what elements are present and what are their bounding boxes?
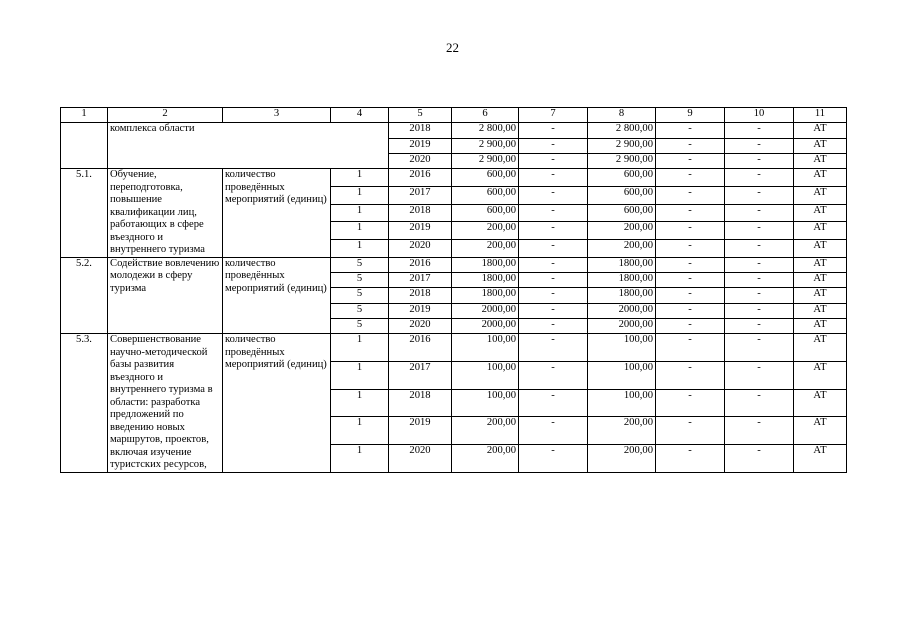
value-cell: -: [519, 334, 588, 362]
value-cell: 100,00: [588, 361, 656, 389]
value-cell: АТ: [794, 257, 847, 272]
value-cell: АТ: [794, 222, 847, 240]
value-cell: -: [519, 123, 588, 138]
value-cell: АТ: [794, 272, 847, 287]
value-cell: 1: [331, 361, 389, 389]
value-cell: 600,00: [452, 169, 519, 187]
value-cell: 600,00: [452, 186, 519, 204]
column-header: 5: [389, 108, 452, 123]
value-cell: -: [725, 123, 794, 138]
value-cell: 2 800,00: [588, 123, 656, 138]
value-cell: 2020: [389, 318, 452, 333]
value-cell: -: [519, 272, 588, 287]
value-cell: 2018: [389, 123, 452, 138]
section-number: 5.3.: [61, 334, 108, 473]
value-cell: -: [519, 138, 588, 153]
continuation-text: комплекса области: [108, 123, 389, 169]
value-cell: 100,00: [588, 389, 656, 417]
value-cell: 2016: [389, 169, 452, 187]
value-cell: -: [725, 417, 794, 445]
value-cell: АТ: [794, 239, 847, 257]
column-header: 7: [519, 108, 588, 123]
value-cell: 100,00: [452, 334, 519, 362]
value-cell: -: [656, 123, 725, 138]
value-cell: 1: [331, 389, 389, 417]
value-cell: 2016: [389, 257, 452, 272]
value-cell: 1800,00: [452, 288, 519, 303]
value-cell: -: [519, 222, 588, 240]
value-cell: АТ: [794, 444, 847, 472]
value-cell: 1: [331, 204, 389, 222]
table-row: [61, 169, 847, 187]
value-cell: -: [656, 272, 725, 287]
value-cell: -: [656, 334, 725, 362]
value-cell: -: [656, 138, 725, 153]
value-cell: 2000,00: [452, 318, 519, 333]
data-table: [60, 107, 847, 473]
value-cell: 1: [331, 334, 389, 362]
value-cell: 100,00: [588, 334, 656, 362]
value-cell: 1800,00: [452, 272, 519, 287]
value-cell: -: [725, 186, 794, 204]
value-cell: -: [656, 318, 725, 333]
value-cell: 1800,00: [452, 257, 519, 272]
value-cell: 200,00: [588, 222, 656, 240]
page-number: 22: [446, 40, 459, 55]
column-header: 11: [794, 108, 847, 123]
value-cell: -: [725, 318, 794, 333]
value-cell: 600,00: [588, 204, 656, 222]
value-cell: -: [519, 257, 588, 272]
value-cell: -: [725, 272, 794, 287]
value-cell: 2019: [389, 417, 452, 445]
value-cell: 100,00: [452, 389, 519, 417]
value-cell: АТ: [794, 318, 847, 333]
value-cell: 5: [331, 288, 389, 303]
value-cell: 2018: [389, 389, 452, 417]
column-header: 3: [223, 108, 331, 123]
value-cell: 5: [331, 272, 389, 287]
value-cell: 600,00: [588, 169, 656, 187]
section-number: 5.1.: [61, 169, 108, 258]
value-cell: -: [656, 204, 725, 222]
value-cell: -: [725, 444, 794, 472]
column-header: 6: [452, 108, 519, 123]
value-cell: АТ: [794, 334, 847, 362]
value-cell: -: [656, 186, 725, 204]
value-cell: 2020: [389, 444, 452, 472]
value-cell: -: [656, 257, 725, 272]
value-cell: 1800,00: [588, 257, 656, 272]
value-cell: -: [519, 288, 588, 303]
value-cell: 2018: [389, 288, 452, 303]
value-cell: -: [519, 153, 588, 168]
value-cell: -: [656, 303, 725, 318]
value-cell: 2 900,00: [452, 138, 519, 153]
value-cell: 2020: [389, 153, 452, 168]
value-cell: АТ: [794, 361, 847, 389]
value-cell: 2020: [389, 239, 452, 257]
value-cell: 2000,00: [588, 318, 656, 333]
value-cell: -: [519, 169, 588, 187]
value-cell: АТ: [794, 153, 847, 168]
section-name: Обучение, переподготовка, повышение квалификации лиц, работающих в сфере въездного и внутреннего туризма: [108, 169, 223, 258]
value-cell: -: [519, 361, 588, 389]
value-cell: -: [725, 257, 794, 272]
value-cell: АТ: [794, 204, 847, 222]
value-cell: -: [656, 222, 725, 240]
column-header: 1: [61, 108, 108, 123]
value-cell: -: [656, 239, 725, 257]
value-cell: 2019: [389, 303, 452, 318]
value-cell: 5: [331, 257, 389, 272]
value-cell: 2 900,00: [588, 138, 656, 153]
value-cell: -: [725, 204, 794, 222]
value-cell: 2017: [389, 361, 452, 389]
indicator-text: количество проведённых мероприятий (единиц): [223, 334, 331, 473]
value-cell: -: [519, 239, 588, 257]
value-cell: -: [725, 138, 794, 153]
value-cell: АТ: [794, 123, 847, 138]
value-cell: 2 900,00: [588, 153, 656, 168]
value-cell: -: [656, 444, 725, 472]
value-cell: -: [725, 169, 794, 187]
value-cell: 1: [331, 169, 389, 187]
value-cell: 2 800,00: [452, 123, 519, 138]
value-cell: -: [725, 288, 794, 303]
section-number: 5.2.: [61, 257, 108, 333]
num-cell: [61, 123, 108, 169]
value-cell: -: [519, 204, 588, 222]
table-row: [61, 334, 847, 362]
value-cell: 5: [331, 303, 389, 318]
value-cell: 1800,00: [588, 288, 656, 303]
value-cell: -: [656, 288, 725, 303]
column-header: 8: [588, 108, 656, 123]
value-cell: АТ: [794, 389, 847, 417]
value-cell: -: [519, 444, 588, 472]
value-cell: 200,00: [588, 444, 656, 472]
value-cell: -: [725, 303, 794, 318]
section-name: Содействие вовлечению молодежи в сферу туризма: [108, 257, 223, 333]
value-cell: 1: [331, 186, 389, 204]
value-cell: 2000,00: [588, 303, 656, 318]
column-header: 9: [656, 108, 725, 123]
value-cell: 600,00: [588, 186, 656, 204]
value-cell: 2019: [389, 222, 452, 240]
value-cell: -: [519, 186, 588, 204]
value-cell: -: [725, 361, 794, 389]
value-cell: 600,00: [452, 204, 519, 222]
value-cell: 200,00: [452, 222, 519, 240]
value-cell: 100,00: [452, 361, 519, 389]
value-cell: -: [519, 303, 588, 318]
table-row: [61, 257, 847, 272]
table-row: [61, 123, 847, 138]
value-cell: 2019: [389, 138, 452, 153]
value-cell: 1: [331, 239, 389, 257]
value-cell: -: [656, 169, 725, 187]
value-cell: 2018: [389, 204, 452, 222]
value-cell: -: [725, 389, 794, 417]
value-cell: 1: [331, 417, 389, 445]
value-cell: -: [725, 153, 794, 168]
value-cell: 1800,00: [588, 272, 656, 287]
value-cell: -: [725, 222, 794, 240]
value-cell: 1: [331, 222, 389, 240]
value-cell: АТ: [794, 288, 847, 303]
value-cell: АТ: [794, 138, 847, 153]
table-body: [61, 108, 847, 473]
section-name: Совершенствование научно-методической базы развития въездного и внутреннего туризма в области: разработка предложений по введению новых маршрутов, проектов, включая изучение туристских ресурсов,: [108, 334, 223, 473]
value-cell: -: [519, 417, 588, 445]
value-cell: 200,00: [452, 444, 519, 472]
value-cell: 200,00: [452, 417, 519, 445]
value-cell: -: [656, 417, 725, 445]
value-cell: -: [656, 361, 725, 389]
value-cell: АТ: [794, 169, 847, 187]
value-cell: -: [519, 318, 588, 333]
value-cell: 200,00: [588, 417, 656, 445]
indicator-text: количество проведённых мероприятий (единиц): [223, 257, 331, 333]
indicator-text: количество проведённых мероприятий (единиц): [223, 169, 331, 258]
column-header: 10: [725, 108, 794, 123]
value-cell: 5: [331, 318, 389, 333]
column-header: 4: [331, 108, 389, 123]
value-cell: 200,00: [452, 239, 519, 257]
value-cell: 200,00: [588, 239, 656, 257]
value-cell: 2017: [389, 272, 452, 287]
value-cell: 2000,00: [452, 303, 519, 318]
value-cell: АТ: [794, 186, 847, 204]
value-cell: -: [725, 334, 794, 362]
value-cell: 1: [331, 444, 389, 472]
value-cell: АТ: [794, 417, 847, 445]
value-cell: АТ: [794, 303, 847, 318]
column-header: 2: [108, 108, 223, 123]
value-cell: 2017: [389, 186, 452, 204]
value-cell: 2016: [389, 334, 452, 362]
value-cell: -: [656, 153, 725, 168]
header-row: [61, 108, 847, 123]
value-cell: -: [656, 389, 725, 417]
value-cell: 2 900,00: [452, 153, 519, 168]
value-cell: -: [519, 389, 588, 417]
value-cell: -: [725, 239, 794, 257]
